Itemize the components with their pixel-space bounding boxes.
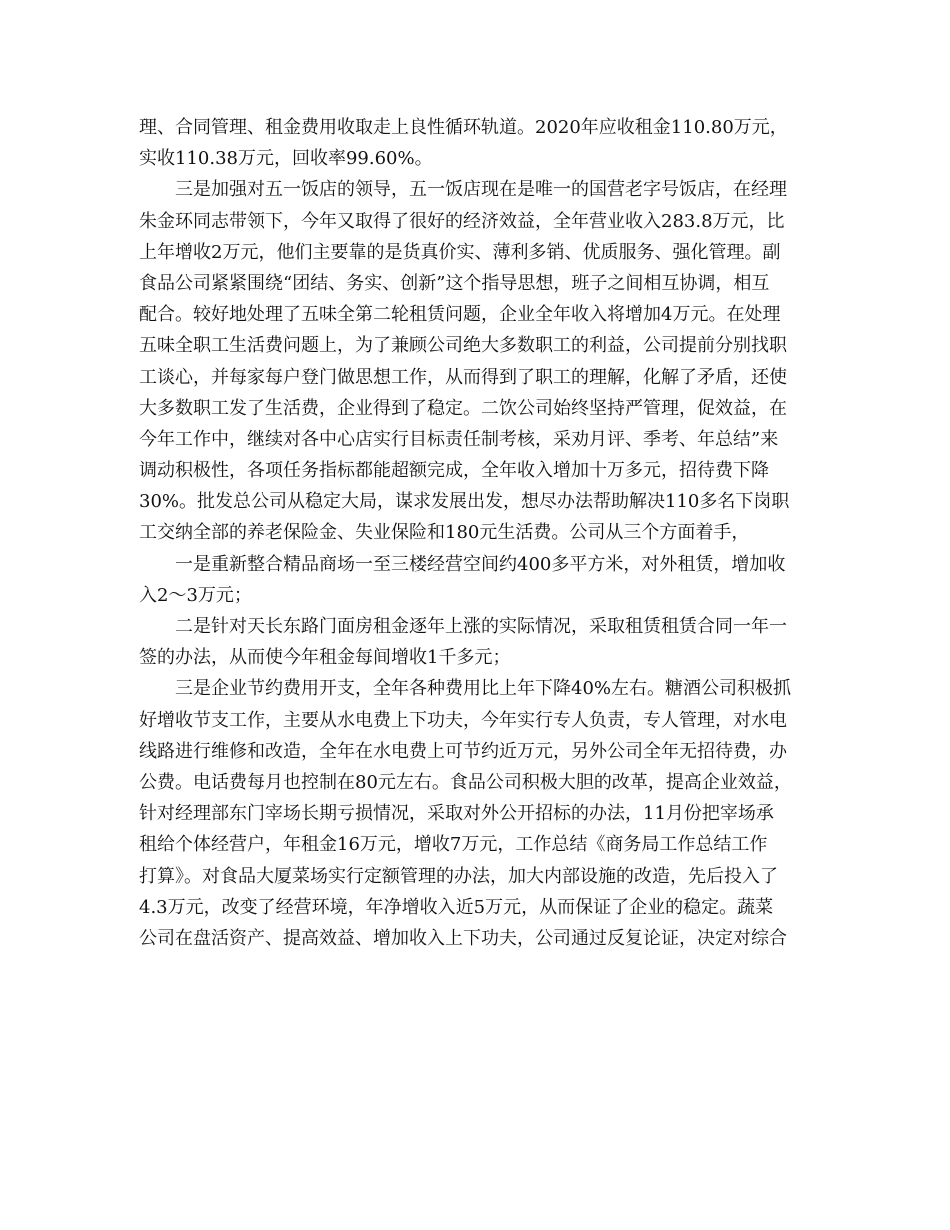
paragraph: [139, 611, 813, 673]
text-line: 工谈心，并每家每户登门做思想工作，从而得到了职工的理解，化解了矛盾，还使: [139, 366, 787, 388]
text-line: 调动积极性，各项任务指标都能超额完成，全年收入增加十万多元，招待费下降: [139, 460, 769, 482]
paragraph: [139, 549, 813, 611]
text-line: 食品公司紧紧围绕“团结、务实、创新”这个指导思想，班子之间相互协调，相互: [139, 272, 770, 294]
paragraph: [139, 673, 813, 954]
text-line: 上年增收2万元，他们主要靠的是货真价实、薄利多销、优质服务、强化管理。副: [139, 241, 781, 263]
text-line: 配合。较好地处理了五味全第二轮租赁问题，企业全年收入将增加4万元。在处理: [139, 304, 781, 326]
text-line: 工交纳全部的养老保险金、失业保险和180元生活费。公司从三个方面着手，: [139, 522, 750, 544]
text-line: 理、合同管理、租金费用收取走上良性循环轨道。2020年应收租金110.80万元，: [139, 117, 788, 138]
paragraph: [139, 112, 813, 174]
text-line: 30%。批发总公司从稳定大局，谋求发展出发，想尽办法帮助解决110多名下岗职: [139, 491, 790, 513]
text-line: 好增收节支工作，主要从水电费上下功夫，今年实行专人负责，专人管理，对水电: [139, 709, 787, 731]
text-line: 租给个体经营户，年租金16万元，增收7万元，工作总结《商务局工作总结工作: [139, 834, 768, 856]
text-line: 实收110.38万元，回收率99.60%。: [139, 148, 433, 170]
text-line: 今年工作中，继续对各中心店实行目标责任制考核，采劝月评、季考、年总结”来: [139, 428, 779, 450]
text-line: 针对经理部东门宰场长期亏损情况，采取对外公开招标的办法，11月份把宰场承: [139, 803, 774, 825]
text-line: 4.3万元，改变了经营环境，年净增收入近5万元，从而保证了企业的稳定。蔬菜: [139, 896, 774, 918]
text-line: 打算》。对食品大厦菜场实行定额管理的办法，加大内部设施的改造，先后投入了: [139, 865, 778, 887]
text-line: 二是针对天长东路门面房租金逐年上涨的实际情况，采取租赁租赁合同一年一: [175, 616, 787, 637]
text-line: 一是重新整合精品商场一至三楼经营空间约400多平方米，对外租赁，增加收: [175, 553, 786, 575]
text-line: 线路进行维修和改造，全年在水电费上可节约近万元，另外公司全年无招待费，办: [139, 740, 787, 762]
text-line: 三是加强对五一饭店的领导，五一饭店现在是唯一的国营老字号饭店，在经理: [175, 179, 787, 201]
text-line: 三是企业节约费用开支，全年各种费用比上年下降40%左右。糖酒公司积极抓: [175, 678, 792, 700]
paragraph: [139, 174, 813, 548]
text-line: 签的办法，从而使今年租金每间增收1千多元；: [139, 647, 511, 669]
text-line: 公费。电话费每月也控制在80元左右。食品公司积极大胆的改革，提高企业效益，: [139, 771, 792, 793]
text-line: 入2～3万元；: [139, 584, 252, 606]
text-line: 大多数职工发了生活费，企业得到了稳定。二饮公司始终坚持严管理，促效益，在: [139, 397, 787, 419]
document-page: [139, 112, 813, 954]
text-line: 公司在盘活资产、提高效益、增加收入上下功夫，公司通过反复论证，决定对综合: [139, 927, 787, 949]
text-line: 五味全职工生活费问题上，为了兼顾公司绝大多数职工的利益，公司提前分别找职: [139, 335, 787, 357]
text-line: 朱金环同志带领下，今年又取得了很好的经济效益，全年营业收入283.8万元，比: [139, 210, 785, 232]
